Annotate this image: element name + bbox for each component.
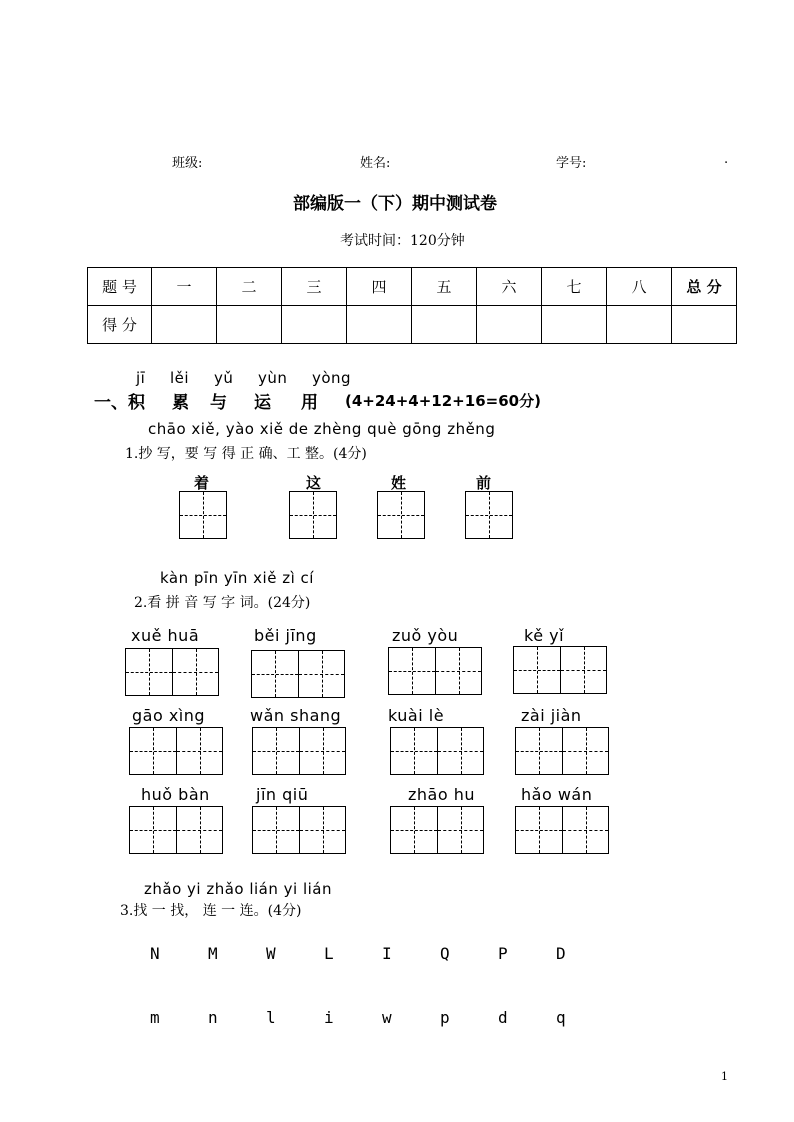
q2-word-pinyin: běi jīng <box>254 626 317 645</box>
header-dot: . <box>724 152 729 167</box>
score-input-cell[interactable] <box>607 306 672 344</box>
q2-writing-grid[interactable] <box>252 806 346 854</box>
q2-writing-grid[interactable] <box>390 806 484 854</box>
section1-pinyin-3: yǔ <box>214 369 234 387</box>
q2-word-pinyin: jīn qiū <box>256 785 309 804</box>
score-input-cell[interactable] <box>477 306 542 344</box>
score-table-cell: 六 <box>477 268 542 306</box>
score-table-cell: 七 <box>542 268 607 306</box>
lowercase-letter[interactable]: p <box>440 1008 450 1027</box>
score-input-cell[interactable] <box>282 306 347 344</box>
uppercase-letter[interactable]: I <box>382 944 392 963</box>
q2-writing-grid[interactable] <box>129 727 223 775</box>
section1-pinyin-4: yùn <box>258 369 288 387</box>
uppercase-letter[interactable]: Q <box>440 944 450 963</box>
q2-writing-grid[interactable] <box>513 646 607 694</box>
uppercase-letter[interactable]: D <box>556 944 566 963</box>
page-number: 1 <box>721 1070 728 1083</box>
score-table-total-header: 总 分 <box>672 268 737 306</box>
q2-word-pinyin: huǒ bàn <box>141 785 210 804</box>
q2-writing-grid[interactable] <box>251 650 345 698</box>
q1-char-label: 着 <box>194 474 210 492</box>
score-input-cell[interactable] <box>412 306 477 344</box>
q3-instruction: 3.找 一 找， 连 一 连。(4分) <box>120 903 302 919</box>
uppercase-letter[interactable]: P <box>498 944 508 963</box>
q2-pinyin: kàn pīn yīn xiě zì cí <box>160 569 314 587</box>
score-input-total[interactable] <box>672 306 737 344</box>
score-table-cell: 题 号 <box>88 268 152 306</box>
page-title: 部编版一（下）期中测试卷 <box>293 194 497 214</box>
q1-writing-grid[interactable] <box>289 491 337 539</box>
score-table-cell: 八 <box>607 268 672 306</box>
name-label: 姓名: <box>360 156 391 171</box>
q2-writing-grid[interactable] <box>252 727 346 775</box>
lowercase-letter[interactable]: m <box>150 1008 160 1027</box>
q2-writing-grid[interactable] <box>388 647 482 695</box>
score-table-cell: 三 <box>282 268 347 306</box>
section1-char-5: 用 <box>301 393 318 413</box>
exam-time: 考试时间：120分钟 <box>340 233 465 249</box>
score-table-score-row <box>88 306 737 344</box>
q2-word-pinyin: zài jiàn <box>521 706 582 725</box>
q1-instruction: 1.抄 写，要 写 得 正 确、工 整。(4分) <box>125 446 367 462</box>
score-input-cell[interactable] <box>152 306 217 344</box>
q1-char-label: 这 <box>306 474 322 492</box>
class-label: 班级: <box>172 156 203 171</box>
section1-pinyin-5: yòng <box>312 369 352 387</box>
q2-word-pinyin: kě yǐ <box>524 626 565 645</box>
q2-writing-grid[interactable] <box>129 806 223 854</box>
q2-instruction: 2.看 拼 音 写 字 词。(24分) <box>134 595 311 611</box>
lowercase-letter[interactable]: l <box>266 1008 276 1027</box>
lowercase-letter[interactable]: w <box>382 1008 392 1027</box>
q2-word-pinyin: gāo xìng <box>132 706 206 725</box>
section1-pinyin-1: jī <box>136 369 146 387</box>
q2-writing-grid[interactable] <box>390 727 484 775</box>
lowercase-letter[interactable]: q <box>556 1008 566 1027</box>
q2-writing-grid[interactable] <box>125 648 219 696</box>
score-table <box>87 267 737 344</box>
q2-word-pinyin: hǎo wán <box>521 785 593 804</box>
score-table-cell: 四 <box>347 268 412 306</box>
uppercase-letter[interactable]: L <box>324 944 334 963</box>
section1-char-1: 一、积 <box>94 393 145 413</box>
section1-char-4: 运 <box>254 393 271 413</box>
q2-word-pinyin: wǎn shang <box>250 706 342 725</box>
section1-points: (4+24+4+12+16=60分) <box>345 392 541 410</box>
score-table-cell: 二 <box>217 268 282 306</box>
lowercase-letter[interactable]: d <box>498 1008 508 1027</box>
score-input-cell[interactable] <box>542 306 607 344</box>
q2-writing-grid[interactable] <box>515 727 609 775</box>
q1-writing-grid[interactable] <box>179 491 227 539</box>
q2-word-pinyin: zuǒ yòu <box>392 626 459 645</box>
score-table-cell: 五 <box>412 268 477 306</box>
q2-word-pinyin: zhāo hu <box>408 785 475 804</box>
score-row-label: 得 分 <box>88 306 152 344</box>
section1-char-2: 累 <box>172 393 189 413</box>
q1-char-label: 姓 <box>391 474 407 492</box>
lowercase-letter[interactable]: n <box>208 1008 218 1027</box>
section1-char-3: 与 <box>210 393 227 413</box>
q2-writing-grid[interactable] <box>515 806 609 854</box>
score-input-cell[interactable] <box>347 306 412 344</box>
q2-word-pinyin: kuài lè <box>388 706 445 725</box>
score-table-cell: 一 <box>152 268 217 306</box>
score-table-header-row <box>88 268 737 306</box>
uppercase-letter[interactable]: W <box>266 944 276 963</box>
lowercase-letter[interactable]: i <box>324 1008 334 1027</box>
q3-pinyin: zhǎo yi zhǎo lián yi lián <box>144 880 332 898</box>
uppercase-letter[interactable]: M <box>208 944 218 963</box>
student-id-label: 学号: <box>556 156 587 171</box>
uppercase-letter[interactable]: N <box>150 944 160 963</box>
score-input-cell[interactable] <box>217 306 282 344</box>
q1-pinyin: chāo xiě, yào xiě de zhèng què gōng zhěng <box>148 420 496 438</box>
q1-writing-grid[interactable] <box>465 491 513 539</box>
q1-char-label: 前 <box>476 474 492 492</box>
q2-word-pinyin: xuě huā <box>131 626 200 645</box>
section1-pinyin-2: lěi <box>170 369 190 387</box>
q1-writing-grid[interactable] <box>377 491 425 539</box>
